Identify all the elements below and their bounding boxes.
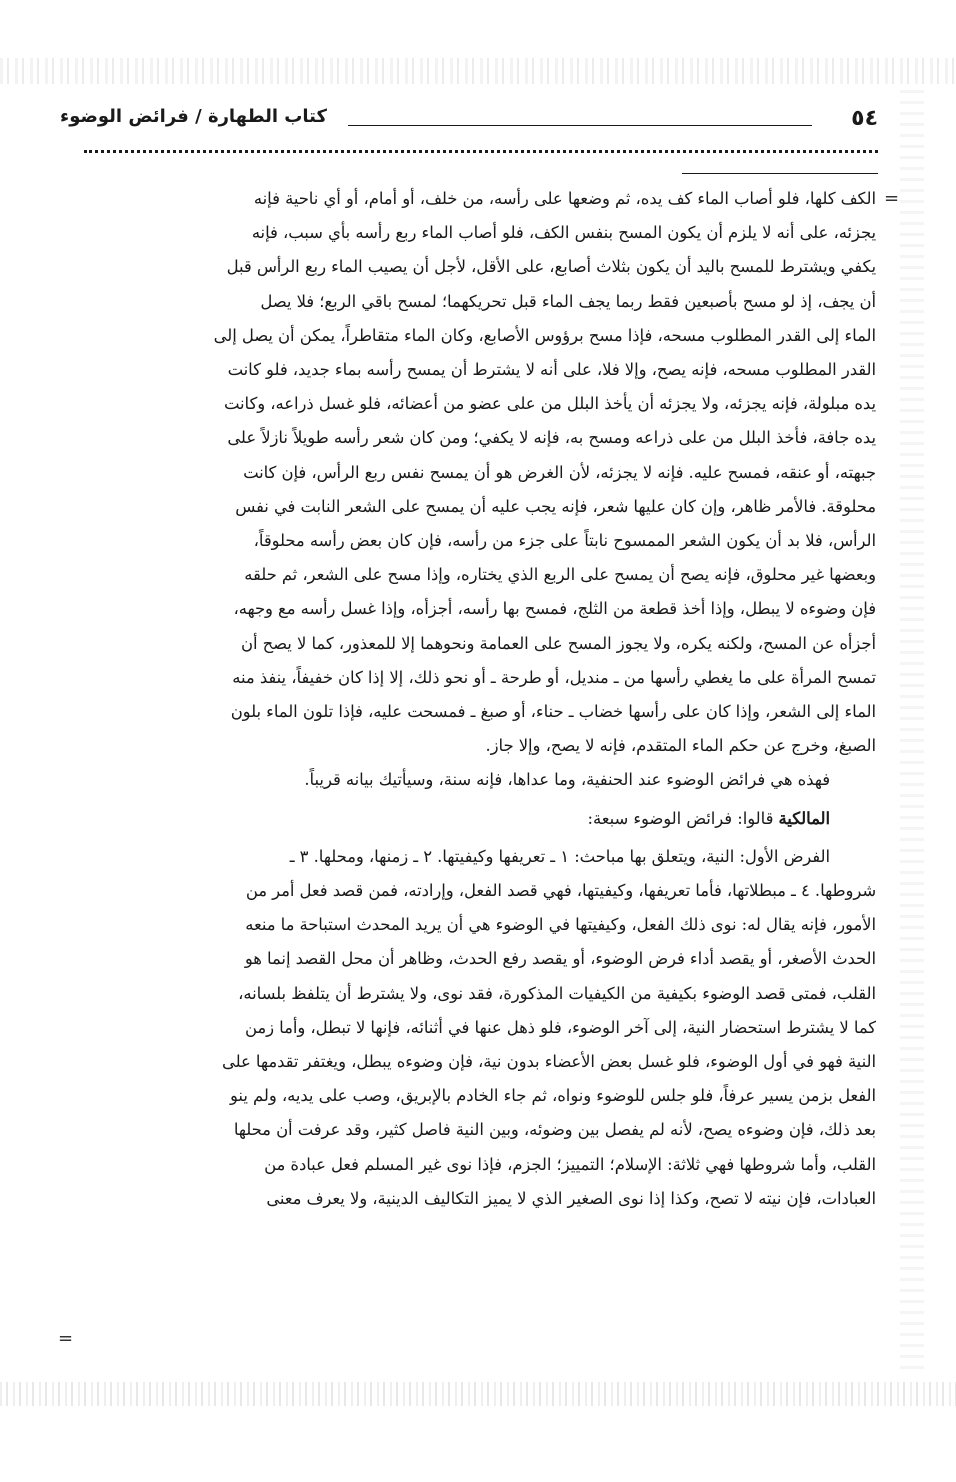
text-line: يجزئه، على أنه لا يلزم أن يكون المسح بنفس الكف، فلو أصاب الماء ربع رأسه بأي سبب، فإنه — [251, 223, 876, 243]
text-line: القلب، وأما شروطها فهي ثلاثة: الإسلام؛ التمييز؛ الجزم، فإذا نوى غير المسلم فعل عبادة من — [264, 1154, 876, 1174]
scan-noise-bottom — [0, 1382, 956, 1406]
text-line: شروطها. ٤ ـ مبطلاتها، فأما تعريفها، وكيفيتها، فهي قصد الفعل، وإرادته، فمن قصد فعل أمر من — [245, 881, 876, 901]
continuation-mark-bottom: = — [58, 1328, 74, 1349]
page-body — [60, 182, 876, 1216]
continuation-mark-top: = — [884, 188, 900, 209]
text-line: وبعضها غير محلوق، فإنه يصح أن يمسح على الربع الذي يختاره، وإذا مسح على الشعر، ثم حلقه — [244, 565, 876, 585]
text-line: الفعل بزمن يسير عرفاً، فلو جلس للوضوء ونواه، ثم جاء الخادم بالإبريق، وصب على يديه، ولم ينو — [230, 1086, 876, 1106]
text-line: الرأس، فلا بد أن يكون الشعر الممسوح نابتاً على جزء من رأسه، فإن كان بعض رأسه محلوقاً، — [253, 531, 876, 551]
text-line: أجزأه عن المسح، ولكنه يكره، ولا يجوز المسح على العمامة ونحوهما إلا للمعذور، كما لا يصح أن — [241, 633, 876, 653]
text-line: القلب، فمتى قصد الوضوء بكيفية من الكيفيات المذكورة، فقد نوى، ولا يشترط أن يتلفظ بلسانه، — [238, 983, 876, 1003]
text-line: فإن وضوءه لا يبطل، وإذا أخذ قطعة من الثلج، فمسح بها رأسه، أجزأه، وإذا غسل رأسه مع وجهه، — [233, 599, 876, 619]
header-rule — [348, 125, 812, 126]
text-line: جبهته، أو عنقه، فمسح عليه. فإنه لا يجزئه، لأن الغرض هو أن يمسح نفس ربع الرأس، فإن كانت — [243, 462, 876, 482]
text-line: كما لا يشترط استحضار النية، إلى آخر الوضوء، فلو ذهل عنها في أثنائه، فإنها لا تبطل، وأما زمن — [245, 1017, 876, 1037]
text-line: بعد ذلك، فإن وضوءه يصح، لأنه لم يفصل بين وضوئه، وبين النية فاصل كثير، وقد عرفت أن محلها — [233, 1120, 876, 1140]
scan-noise-top — [0, 58, 956, 84]
text-line: الماء إلى القدر المطلوب مسحه، فإذا مسح برؤوس الأصابع، وكان الماء متقاطراً، يمكن أن يصل إلى — [213, 325, 876, 345]
footnote-rule — [682, 173, 878, 174]
text-line: القدر المطلوب مسحه، فإنه يصح، وإلا فلا، على أنه لا يشترط أن يمسح رأسه بماء جديد، فلو كانت — [227, 360, 876, 380]
school-name: المالكية — [778, 808, 830, 828]
closing-line: فهذه هي فرائض الوضوء عند الحنفية، وما عداها، فإنه سنة، وسيأتيك بيانه قريباً. — [304, 770, 830, 790]
scan-noise-right-edge — [900, 90, 924, 1370]
section-first-line: الفرض الأول: النية، ويتعلق بها مباحث: ١ ـ تعريفها وكيفيتها. ٢ ـ زمنها، ومحلها. ٣ ـ — [289, 846, 830, 866]
text-line: تمسح المرأة على ما يغطي رأسها من ـ منديل، أو طرحة ـ أو نحو ذلك، إلا إذا كان خفيفاً، ينفذ منه — [232, 667, 876, 687]
text-line: الصبغ، وخرج عن حكم الماء المتقدم، فإنه لا يصح، وإلا جاز. — [485, 736, 876, 756]
dotted-divider — [84, 150, 878, 153]
heading-rest: قالوا: فرائض الوضوء سبعة: — [587, 808, 779, 828]
page-header — [60, 106, 878, 140]
page-number: ٥٤ — [851, 106, 878, 131]
text-line: الماء إلى الشعر، وإذا كان على رأسها خضاب ـ حناء، أو صبغ ـ فمسحت عليه، فإذا تلون الماء بلون — [230, 702, 876, 722]
text-line: الكف كلها، فلو أصاب الماء كف يده، ثم وضعها على رأسه، من خلف، أو أمام، أو أي ناحية فإنه — [253, 189, 876, 208]
text-line: الحدث الأصغر، أو يقصد أداء فرض الوضوء، أو يقصد رفع الحدث، وظاهر أن محل القصد إنما هو — [244, 949, 876, 969]
text-line: الأمور، فإنه يقال له: نوى ذلك الفعل، وكيفيتها في الوضوء هي أن يريد المحدث استباحة ما منعه — [245, 915, 876, 935]
text-line: محلوقة. فالأمر ظاهر، وإن كان عليها شعر، فإنه يجب عليه أن يمسح على الشعر النابت في نفس — [235, 496, 876, 516]
text-line: العبادات، فإن نيته لا تصح، وكذا إذا نوى الصغير الذي لا يميز التكاليف الدينية، ولا يعرف معنى — [266, 1188, 876, 1208]
maliki-heading — [60, 802, 876, 836]
text-line: النية فهو في أول الوضوء، فلو غسل بعض الأعضاء بدون نية، فإن وضوءه يبطل، ويغتفر تقدمها على — [222, 1052, 876, 1072]
text-line: يده مبلولة، فإنه يجزئه، ولا يجزئه أن يأخذ البلل من على عضو من أعضائه، فلو غسل ذراعه، وكانت — [223, 394, 876, 414]
text-line: يكفي ويشترط للمسح باليد أن يكون بثلاث أصابع، على الأقل، لأجل أن يصيب الماء ربع الرأس قبل — [226, 257, 876, 277]
text-line: يده جافة، فأخذ البلل من على ذراعه ومسح به، فإنه لا يكفي؛ ومن كان شعر رأسه طويلاً نازلاً على — [227, 428, 876, 448]
text-line: أن يجف، إذ لو مسح بأصبعين فقط ربما يجف الماء قبل تحريكهما؛ لمسح باقي الربع؛ فلا يصل — [260, 291, 876, 311]
running-title: كتاب الطهارة / فرائض الوضوء — [60, 106, 327, 127]
